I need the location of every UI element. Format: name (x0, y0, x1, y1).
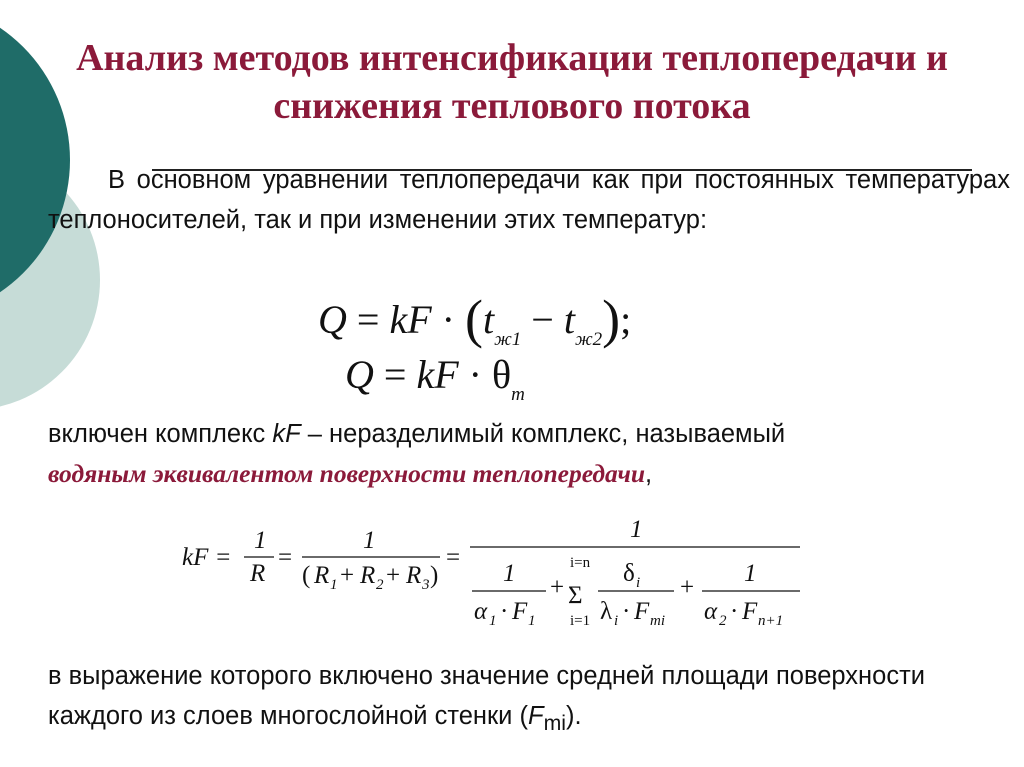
formula-fm: F (634, 598, 650, 625)
formula-subscript: 1 (330, 577, 338, 593)
eq-symbol-q: Q (318, 297, 347, 342)
eq-subscript: ж1 (494, 329, 522, 350)
eq-subscript: ж2 (574, 329, 603, 350)
eq-operator: − (521, 297, 564, 342)
formula-plus: + (340, 562, 355, 589)
paragraph-complex (48, 414, 998, 494)
formula-plus: + (680, 574, 695, 601)
formula-subscript: i (614, 613, 619, 629)
formula-one: 1 (630, 516, 643, 543)
formula-kf: kF = (182, 544, 232, 571)
text-prefix: включен комплекс (48, 420, 273, 448)
formula-dot: · (622, 598, 631, 625)
formula-one: 1 (254, 527, 267, 554)
eq-symbol-t: t (482, 297, 495, 342)
text-middle: – неразделимый комплекс, называемый (300, 420, 786, 448)
formula-subscript: 1 (489, 613, 497, 629)
formula-subscript: 1 (528, 613, 536, 629)
text-end: ). (566, 702, 582, 730)
eq-operator: · (458, 352, 492, 397)
formula-delta: δ (623, 560, 635, 587)
formula-subscript: 2 (719, 613, 727, 629)
text-mean-area: в выражение которого включено значение средней площади поверхности каждого из слоев многослойной стенки ( (48, 662, 925, 730)
formula-sum-top: i=n (570, 555, 591, 571)
formula-plus: + (550, 574, 565, 601)
eq-symbol-q: Q (345, 352, 374, 397)
formula-r1: R (314, 562, 330, 589)
formula-dot: · (500, 598, 509, 625)
paragraph-intro-text: В основном уравнении теплопередачи как при постоянных температурах теплоносителей, так и при изменении этих температур: (48, 166, 1010, 234)
eq-symbol-kf: kF (416, 352, 459, 397)
eq-operator: = (346, 297, 390, 342)
formula-kf-expansion (178, 515, 818, 645)
formula-subscript: 2 (376, 577, 384, 593)
formula-plus: + (386, 562, 401, 589)
eq-punctuation: ; (620, 297, 632, 342)
formula-subscript: 3 (422, 577, 430, 593)
eq-operator: · (431, 297, 465, 342)
slide-title: Анализ методов интенсификации теплопередачи и снижения теплового потока (76, 37, 948, 127)
formula-paren: ) (430, 562, 439, 589)
formula-alpha2: α (704, 598, 718, 625)
formula-one: 1 (744, 560, 757, 587)
eq-symbol-theta: θ (491, 352, 512, 397)
text-kf: kF (272, 420, 301, 448)
formula-sigma: Σ (568, 582, 583, 609)
formula-equals: = (278, 544, 293, 571)
formula-dot: · (730, 598, 739, 625)
formula-equals: = (446, 544, 461, 571)
formula-sum-bottom: i=1 (570, 613, 591, 629)
equation-constant-temps: Q = kF · $(t_{ж1} - t_{ж2})$; (318, 289, 632, 350)
highlight-term: водяным эквивалентом поверхности теплопередачи (48, 459, 646, 488)
formula-r3: R (406, 562, 422, 589)
eq-subscript: m (511, 384, 525, 405)
formula-lambda: λ (600, 598, 613, 625)
formula-subscript: n+1 (758, 613, 784, 629)
eq-symbol-t: t (563, 297, 575, 342)
formula-paren: ( (302, 562, 311, 589)
text-subscript: mi (543, 711, 567, 736)
paragraph-intro (48, 160, 1010, 240)
formula-subscript: mi (650, 613, 665, 629)
paragraph-mean-area (48, 656, 998, 743)
formula-one: 1 (503, 560, 516, 587)
formula-alpha1: α (474, 598, 488, 625)
equation-variable-temps (345, 350, 525, 408)
formula-r2: R (360, 562, 376, 589)
text-suffix: , (645, 460, 653, 488)
formula-f1: F (512, 598, 528, 625)
formula-one: 1 (363, 527, 376, 554)
formula-subscript: i (636, 575, 641, 591)
formula-r: R (250, 560, 266, 587)
eq-operator: = (373, 352, 417, 397)
formula-fn: F (742, 598, 758, 625)
text-f: F (528, 702, 544, 730)
eq-symbol-kf: kF (389, 297, 432, 342)
